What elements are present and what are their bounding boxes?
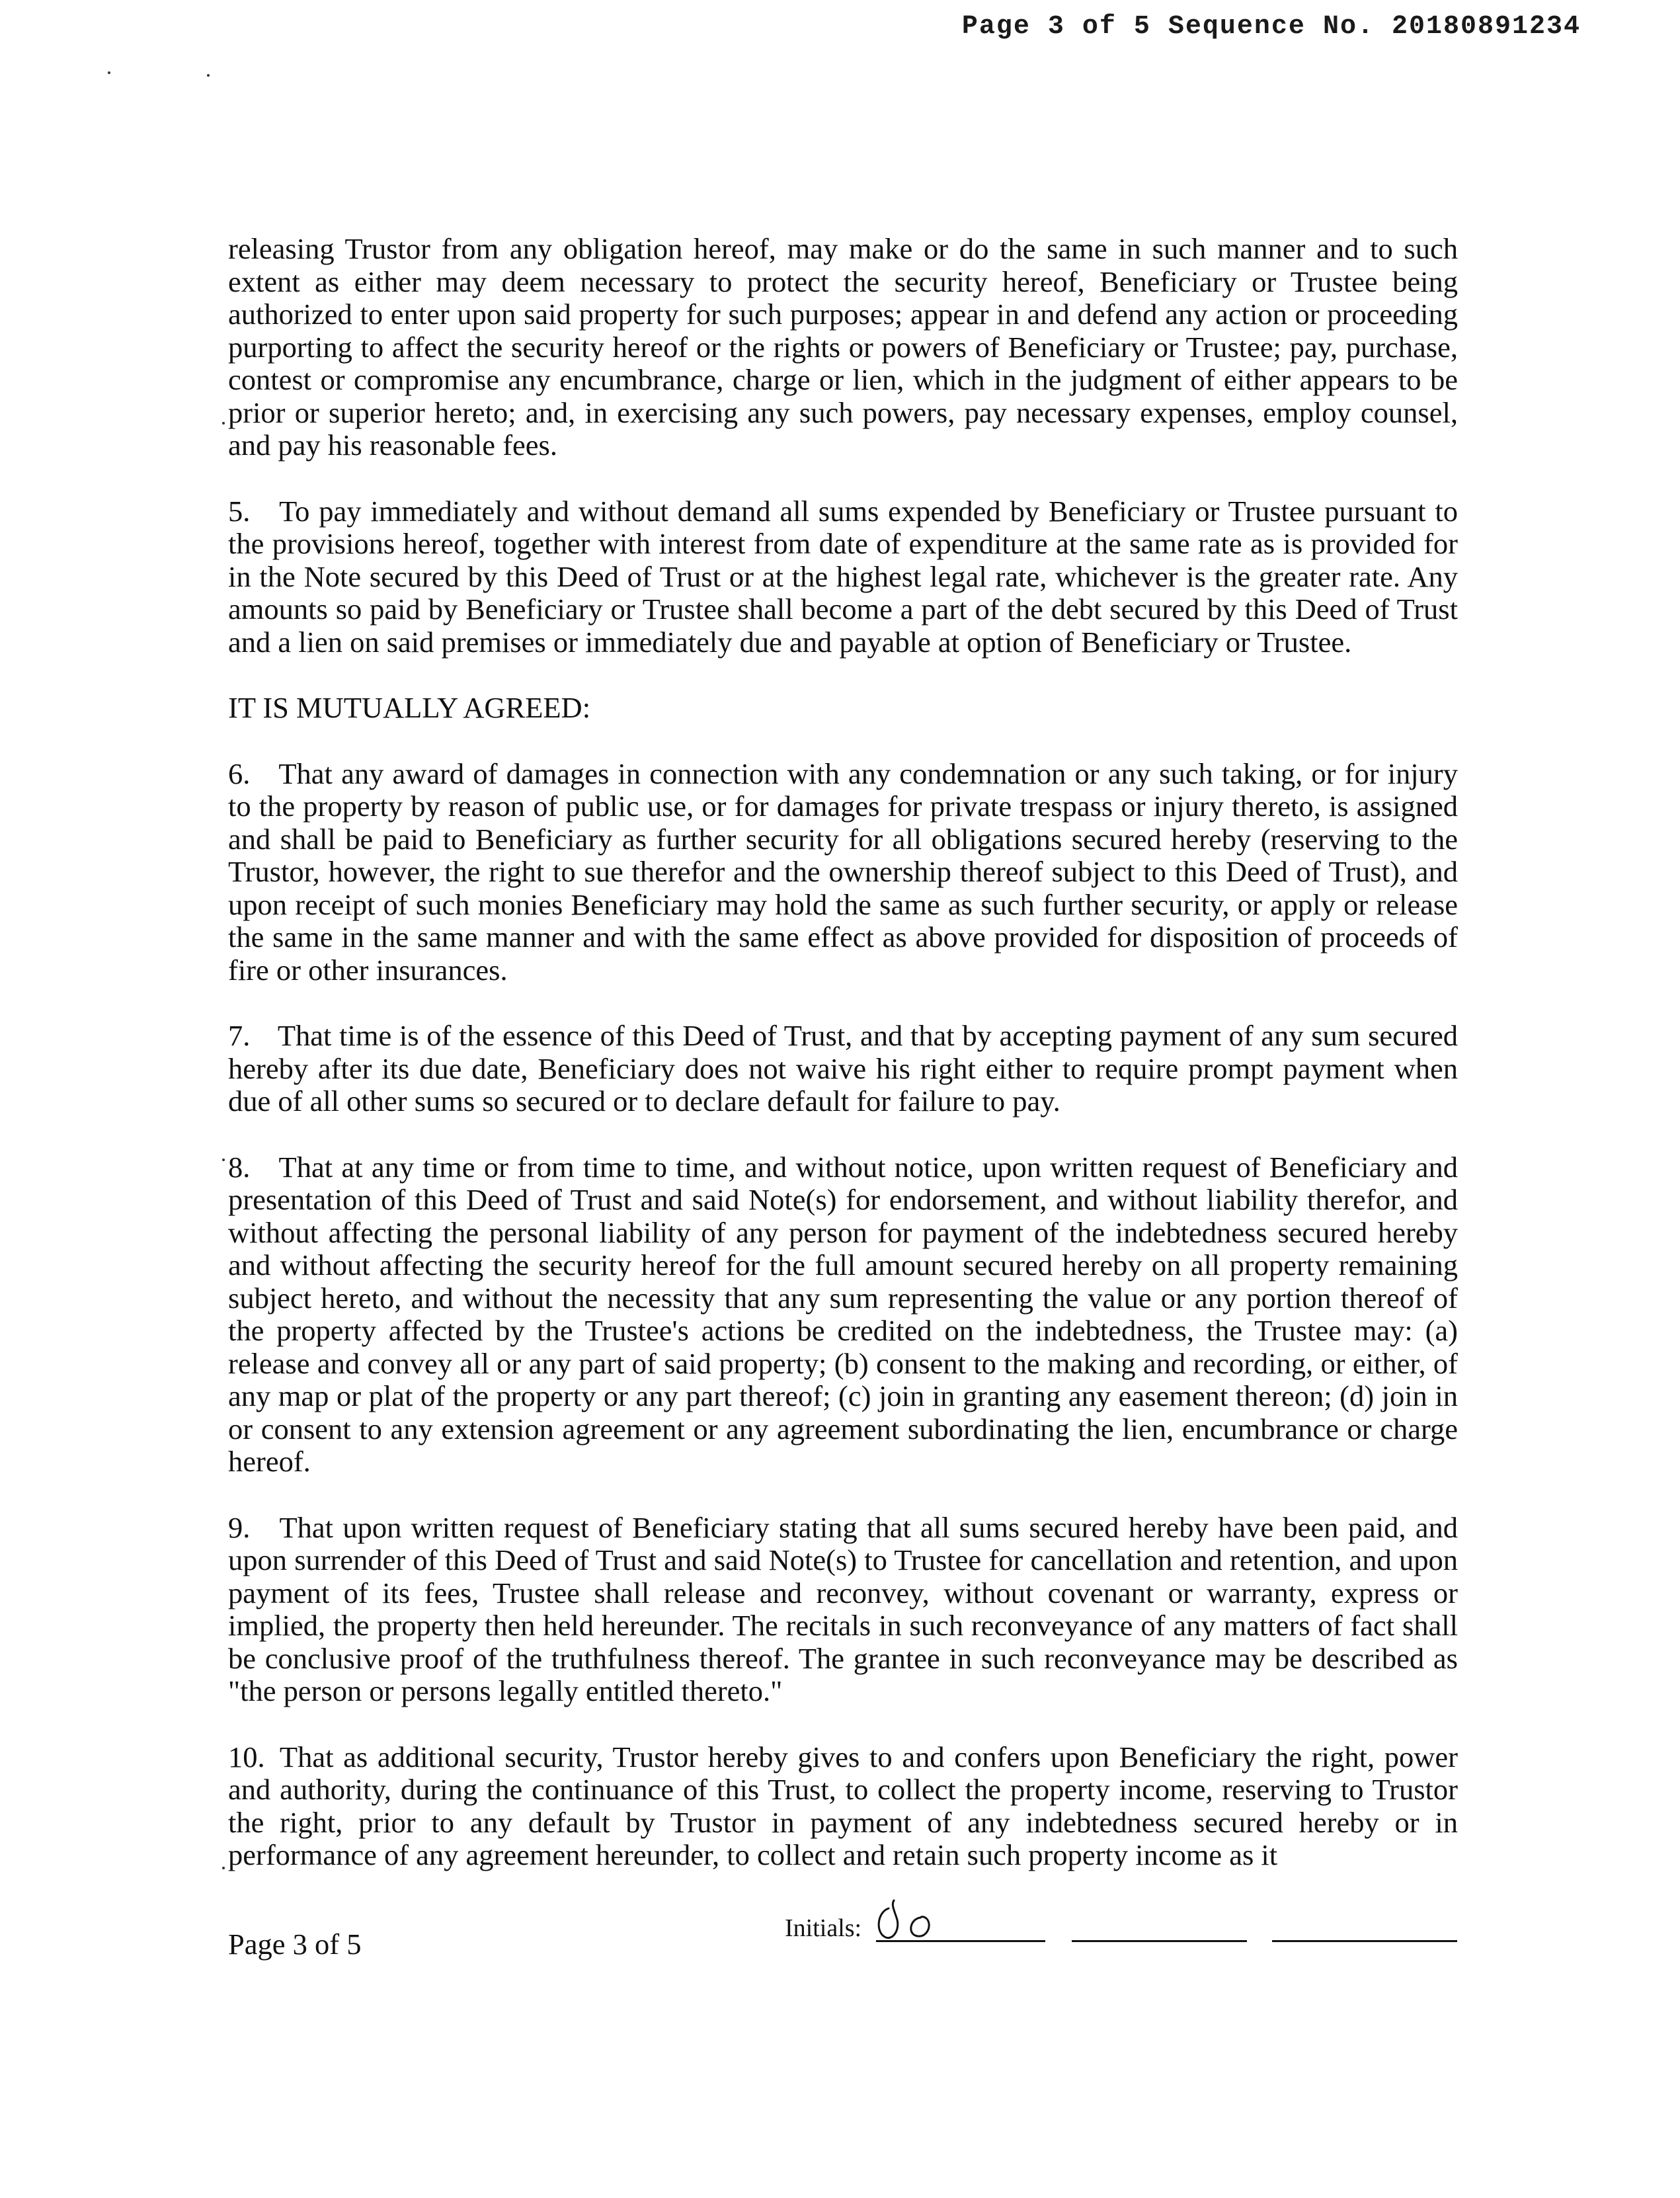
initials-line — [1272, 1940, 1457, 1942]
mutually-agreed-heading — [228, 692, 1458, 725]
paragraph-number: 10. — [228, 1740, 265, 1773]
paragraph-7 — [228, 1020, 1458, 1118]
scan-speck — [207, 74, 210, 77]
document-body — [228, 233, 1458, 1905]
initials-line — [1072, 1940, 1247, 1942]
paragraph-number: 9. — [228, 1510, 251, 1544]
scan-speck — [222, 1867, 225, 1869]
paragraph-6 — [228, 758, 1458, 987]
paragraph-number: 8. — [228, 1150, 251, 1184]
scan-speck — [222, 422, 225, 425]
paragraph-number: 6. — [228, 756, 251, 790]
initials-signature — [874, 1895, 953, 1943]
initials-block — [785, 1898, 1466, 1951]
paragraph-number: 5. — [228, 494, 251, 528]
paragraph-9 — [228, 1512, 1458, 1708]
paragraph-text: That time is of the essence of this Deed of Trust, and that by accepting payment of any sum secured hereby after its due date, Beneficiary does not waive his right either to require prompt payment when due of all other sums so secured or to declare default for failure to pay. — [228, 1019, 1458, 1118]
initials-label: Initials: — [785, 1914, 862, 1942]
paragraph-text: That at any time or from time to time, and without notice, upon written request of Beneficiary and presentation of this Deed of Trust and said Note(s) for endorsement, and without liability therefor, and without affecting the personal liability of any person for payment of the indebtedness secured hereby and without affecting the security hereof for the full amount secured hereby on all property remaining subject hereto, and without the necessity that any sum representing the value or any portion thereof of the property affected by the Trustee's actions be credited on the indebtedness, the Trustee may: (a) release and convey all or any part of said property; (b) consent to the making and recording, or either, of any map or plat of the property or any part thereof; (c) join in granting any easement thereon; (d) join in or consent to any extension agreement or any agreement subordinating the lien, encumbrance or charge hereof. — [228, 1150, 1458, 1478]
paragraph-text: That any award of damages in connection with any condemnation or any such taking, or for injury to the property by reason of public use, or for damages for private trespass or injury thereto, is assigned and shall be paid to Beneficiary as further security for all obligations secured hereby (reserving to the Trustor, however, the right to sue therefor and the ownership thereof subject to this Deed of Trust), and upon receipt of such monies Beneficiary may hold the same as such further security, or apply or release the same in the same manner and with the same effect as above provided for disposition of proceeds of fire or other insurances. — [228, 756, 1458, 987]
paragraph-8 — [228, 1151, 1458, 1479]
paragraph-text: That upon written request of Beneficiary stating that all sums secured hereby have been paid, and upon surrender of this Deed of Trust and said Note(s) to Trustee for cancellation and retention, and upon payment of its fees, Trustee shall release and reconvey, without covenant or warranty, express or implied, the property then held hereunder. The recitals in such reconveyance of any matters of fact shall be conclusive proof of the truthfulness thereof. The grantee in such reconveyance may be described as "the person or persons legally entitled thereto." — [228, 1510, 1458, 1707]
paragraph-5 — [228, 495, 1458, 659]
scan-speck — [222, 1159, 225, 1161]
paragraph-text: That as additional security, Trustor hereby gives to and confers upon Beneficiary the right, power and authority, during the continuance of this Trust, to collect the property income, reserving to Trustor the right, prior to any default by Trustor in payment of any indebtedness secured hereby or in performance of any agreement hereunder, to collect and retain such property income as it — [228, 1740, 1458, 1871]
paragraph-number: 7. — [228, 1019, 251, 1052]
page-sequence-header: Page 3 of 5 Sequence No. 20180891234 — [961, 12, 1581, 42]
paragraph-continuation — [228, 233, 1458, 462]
paragraph-text: releasing Trustor from any obligation hereof, may make or do the same in such manner and to such extent as either may deem necessary to protect the security hereof, Beneficiary or Trustee being authorized to enter upon said property for such purposes; appear in and defend any action or proceeding purporting to affect the security hereof or the rights or powers of Beneficiary or Trustee; pay, purchase, contest or compromise any encumbrance, charge or lien, which in the judgment of either appears to be prior or superior hereto; and, in exercising any such powers, pay necessary expenses, employ counsel, and pay his reasonable fees. — [228, 232, 1458, 462]
paragraph-text: To pay immediately and without demand all sums expended by Beneficiary or Trustee pursuant to the provisions hereof, together with interest from date of expenditure at the same rate as is provided for in the Note secured by this Deed of Trust or at the highest legal rate, whichever is the greater rate. Any amounts so paid by Beneficiary or Trustee shall become a part of the debt secured by this Deed of Trust and a lien on said premises or immediately due and payable at option of Beneficiary or Trustee. — [228, 494, 1458, 659]
paragraph-10 — [228, 1741, 1458, 1872]
heading-text: IT IS MUTUALLY AGREED: — [228, 691, 591, 724]
scan-speck — [108, 71, 110, 74]
initials-line — [876, 1940, 1045, 1942]
footer-page-number: Page 3 of 5 — [228, 1928, 362, 1961]
